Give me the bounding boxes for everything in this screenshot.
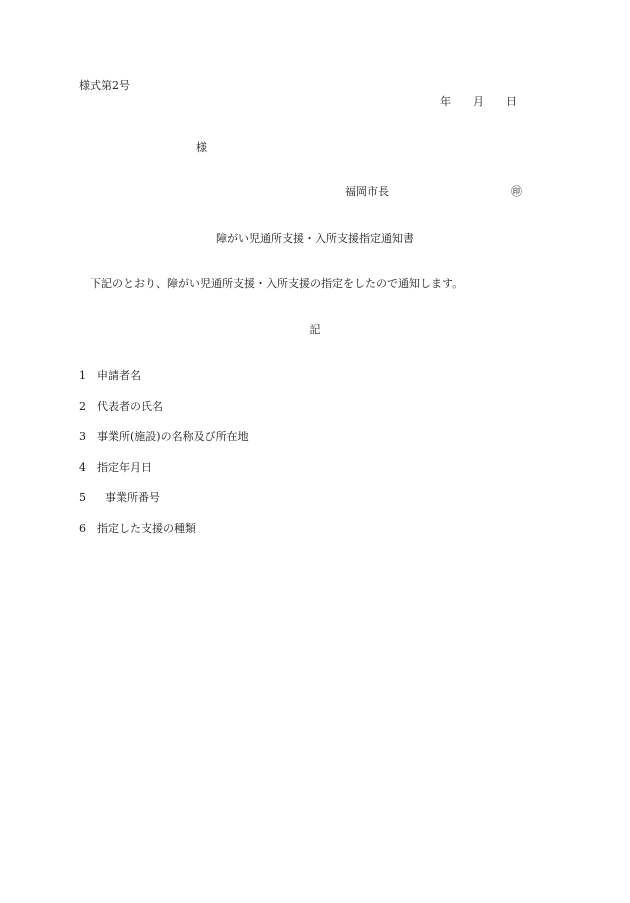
- addressee-suffix: 様: [196, 141, 207, 154]
- seal-mark: ㊞: [511, 185, 522, 198]
- item-label: 指定した支援の種類: [97, 521, 196, 535]
- item-number: 2: [79, 399, 86, 413]
- form-number: 様式第2号: [79, 79, 130, 92]
- item-number: 3: [79, 430, 86, 443]
- list-item: [79, 401, 249, 432]
- list-item: [79, 431, 249, 462]
- item-label: 事業所(施設)の名称及び所在地: [97, 430, 249, 443]
- item-label: 代表者の氏名: [97, 399, 163, 413]
- document-title: 障がい児通所支援・入所支援指定通知書: [216, 232, 414, 245]
- item-label: 指定年月日: [97, 460, 152, 474]
- list-item: [79, 523, 249, 554]
- item-label: 申請者名: [97, 369, 141, 382]
- ki-heading: 記: [309, 323, 321, 336]
- item-number: 1: [79, 369, 86, 382]
- date-day: 日: [506, 95, 517, 108]
- item-number: 5: [79, 491, 86, 504]
- item-list: [79, 370, 249, 553]
- date-month: 月: [473, 95, 484, 108]
- list-item: [79, 462, 249, 493]
- item-number: 6: [79, 521, 86, 535]
- issuer-name: 福岡市長: [345, 185, 389, 198]
- body-text: 下記のとおり、障がい児通所支援・入所支援の指定をしたので通知します。: [90, 277, 464, 290]
- list-item: [79, 492, 249, 523]
- date-year: 年: [440, 95, 451, 108]
- item-label: 事業所番号: [105, 491, 160, 504]
- item-number: 4: [79, 460, 86, 474]
- date-line: [440, 96, 517, 107]
- list-item: [79, 370, 249, 401]
